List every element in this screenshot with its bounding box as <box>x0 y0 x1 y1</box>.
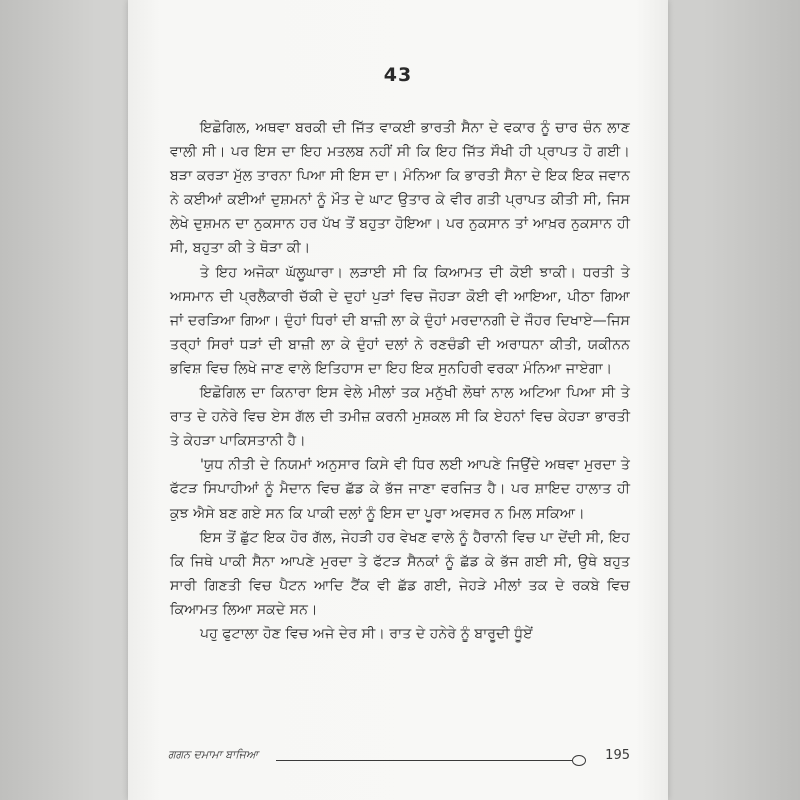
chapter-number: 43 <box>383 64 413 86</box>
paragraph-3: ਇਛੋਗਿਲ ਦਾ ਕਿਨਾਰਾ ਇਸ ਵੇਲੇ ਮੀਲਾਂ ਤਕ ਮਨੁੱਖੀ ਲੋਥਾਂ ਨਾਲ ਅਟਿਆ ਪਿਆ ਸੀ ਤੇ ਰਾਤ ਦੇ ਹਨੇਰੇ ਵਿਚ ਏਸ ਗੱਲ ਦੀ ਤਮੀਜ਼ ਕਰਨੀ ਮੁਸ਼ਕਲ ਸੀ ਕਿ ਏਹਨਾਂ ਵਿਚ ਕੇਹੜਾ ਭਾਰਤੀ ਤੇ ਕੇਹੜਾ ਪਾਕਿਸਤਾਨੀ ਹੈ। <box>170 385 630 450</box>
body-text <box>170 116 630 646</box>
paragraph-6: ਪਹੁ ਫੁਟਾਲਾ ਹੋਣ ਵਿਚ ਅਜੇ ਦੇਰ ਸੀ। ਰਾਤ ਦੇ ਹਨੇਰੇ ਨੂੰ ਬਾਰੂਦੀ ਧੂੰਏਂ <box>200 625 533 642</box>
page-footer <box>168 748 630 768</box>
paragraph-1: ਇਛੋਗਿਲ, ਅਥਵਾ ਬਰਕੀ ਦੀ ਜਿੱਤ ਵਾਕਈ ਭਾਰਤੀ ਸੈਨਾ ਦੇ ਵਕਾਰ ਨੂੰ ਚਾਰ ਚੰਨ ਲਾਣ ਵਾਲੀ ਸੀ। ਪਰ ਇਸ ਦਾ ਇਹ ਮਤਲਬ ਨਹੀਂ ਸੀ ਕਿ ਇਹ ਜਿੱਤ ਸੌਖੀ ਹੀ ਪ੍ਰਾਪਤ ਹੋ ਗਈ। ਬੜਾ ਕਰੜਾ ਮੁੱਲ ਤਾਰਨਾ ਪਿਆ ਸੀ ਇਸ ਦਾ। ਮੰਨਿਆ ਕਿ ਭਾਰਤੀ ਸੈਨਾ ਦੇ ਇਕ ਇਕ ਜਵਾਨ ਨੇ ਕਈਆਂ ਕਈਆਂ ਦੁਸ਼ਮਨਾਂ ਨੂੰ ਮੌਤ ਦੇ ਘਾਟ ਉਤਾਰ ਕੇ ਵੀਰ ਗਤੀ ਪ੍ਰਾਪਤ ਕੀਤੀ ਸੀ, ਜਿਸ ਲੇਖੇ ਦੁਸ਼ਮਨ ਦਾ ਨੁਕਸਾਨ ਹਰ ਪੱਖ ਤੋਂ ਬਹੁਤਾ ਹੋਇਆ। ਪਰ ਨੁਕਸਾਨ ਤਾਂ ਆਖ਼ਰ ਨੁਕਸਾਨ ਹੀ ਸੀ, ਬਹੁਤਾ ਕੀ ਤੇ ਥੋੜਾ ਕੀ। <box>170 120 630 257</box>
running-title: ਗਗਨ ਦਮਾਮਾ ਬਾਜਿਆ <box>168 748 258 761</box>
paragraph-2: ਤੇ ਇਹ ਅਜੋਕਾ ਘੱਲੂਘਾਰਾ। ਲੜਾਈ ਸੀ ਕਿ ਕਿਆਮਤ ਦੀ ਕੋਈ ਝਾਕੀ। ਧਰਤੀ ਤੇ ਅਸਮਾਨ ਦੀ ਪ੍ਰਲੈਕਾਰੀ ਚੱਕੀ ਦੇ ਦੁਹਾਂ ਪੁੜਾਂ ਵਿਚ ਜੋਹੜਾ ਕੋਈ ਵੀ ਆਇਆ, ਪੀਠਾ ਗਿਆ ਜਾਂ ਦਰੜਿਆ ਗਿਆ। ਦੁੰਹਾਂ ਧਿਰਾਂ ਦੀ ਬਾਜ਼ੀ ਲਾ ਕੇ ਦੁੰਹਾਂ ਮਰਦਾਨਗੀ ਦੇ ਜੌਹਰ ਦਿਖਾਏ—ਜਿਸ ਤਰ੍ਹਾਂ ਸਿਰਾਂ ਧੜਾਂ ਦੀ ਬਾਜ਼ੀ ਲਾ ਕੇ ਦੁੰਹਾਂ ਦਲਾਂ ਨੇ ਰਣਚੰਡੀ ਦੀ ਅਰਾਧਨਾ ਕੀਤੀ, ਯਕੀਨਨ ਭਵਿਸ਼ ਵਿਚ ਲਿਖੇ ਜਾਣ ਵਾਲੇ ਇਤਿਹਾਸ ਦਾ ਇਹ ਇਕ ਸੁਨਹਿਰੀ ਵਰਕਾ ਮੰਨਿਆ ਜਾਏਗਾ। <box>170 264 630 377</box>
paragraph-5: ਇਸ ਤੋਂ ਛੁੱਟ ਇਕ ਹੋਰ ਗੱਲ, ਜੇਹੜੀ ਹਰ ਵੇਖਣ ਵਾਲੇ ਨੂੰ ਹੈਰਾਨੀ ਵਿਚ ਪਾ ਦੇਂਦੀ ਸੀ, ਇਹ ਕਿ ਜਿਥੇ ਪਾਕੀ ਸੈਨਾ ਆਪਣੇ ਮੁਰਦਾ ਤੇ ਫੱਟੜ ਸੈਨਕਾਂ ਨੂੰ ਛੱਡ ਕੇ ਭੱਜ ਗਈ ਸੀ, ਉਥੇ ਬਹੁਤ ਸਾਰੀ ਗਿਣਤੀ ਵਿਚ ਪੈਟਨ ਆਦਿ ਟੈਂਕ ਵੀ ਛੱਡ ਗਈ, ਜੇਹੜੇ ਮੀਲਾਂ ਤਕ ਦੇ ਰਕਬੇ ਵਿਚ ਕਿਆਮਤ ਲਿਆ ਸਕਦੇ ਸਨ। <box>170 529 630 618</box>
footer-ornament-icon <box>572 755 586 766</box>
footer-rule <box>276 760 572 761</box>
page-number: 195 <box>605 748 630 763</box>
paragraph-4: 'ਯੁਧ ਨੀਤੀ ਦੇ ਨਿਯਮਾਂ ਅਨੁਸਾਰ ਕਿਸੇ ਵੀ ਧਿਰ ਲਈ ਆਪਣੇ ਜਿਉਂਦੇ ਅਥਵਾ ਮੁਰਦਾ ਤੇ ਫੱਟੜ ਸਿਪਾਹੀਆਂ ਨੂੰ ਮੈਦਾਨ ਵਿਚ ਛੱਡ ਕੇ ਭੱਜ ਜਾਣਾ ਵਰਜਿਤ ਹੈ। ਪਰ ਸ਼ਾਇਦ ਹਾਲਾਤ ਹੀ ਕੁਝ ਐਸੇ ਬਣ ਗਏ ਸਨ ਕਿ ਪਾਕੀ ਦਲਾਂ ਨੂੰ ਇਸ ਦਾ ਪੂਰਾ ਅਵਸਰ ਨ ਮਿਲ ਸਕਿਆ। <box>170 457 630 522</box>
book-page <box>128 0 668 800</box>
